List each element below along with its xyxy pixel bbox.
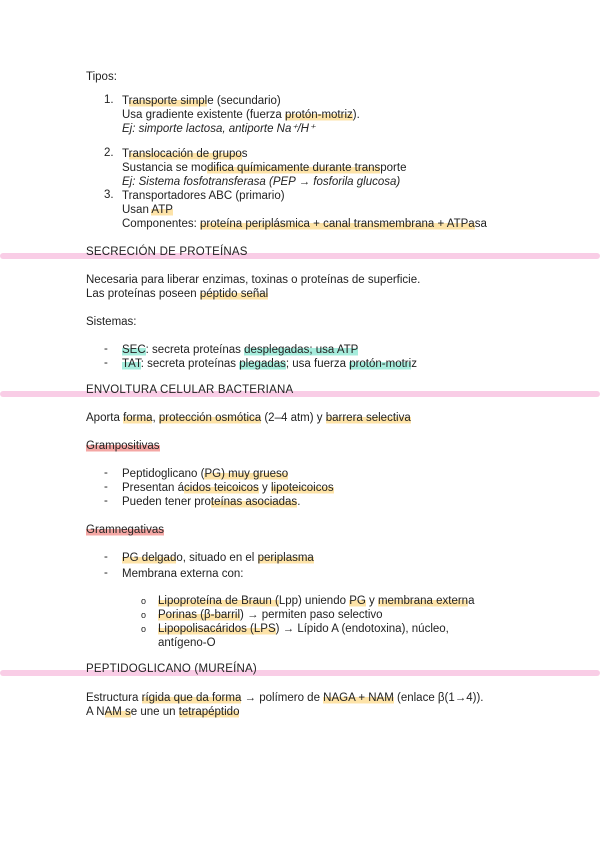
tipos-label: Tipos: — [86, 71, 117, 83]
list-item: Peptidoglicano (PG) muy grueso — [122, 468, 289, 480]
paragraph: A NAM se une un tetrapéptido — [86, 706, 240, 718]
section-heading: SECRECIÓN DE PROTEÍNAS — [86, 246, 248, 258]
circle-bullet-icon: o — [141, 624, 147, 634]
dash-bullet: - — [104, 467, 108, 479]
section-heading: PEPTIDOGLICANO (MUREÍNA) — [86, 663, 257, 675]
list-item-example: Ej: simporte lactosa, antiporte Na⁺/H⁺ — [122, 123, 316, 135]
sub-list-item: Porinas (β-barril) → permiten paso selectivo — [158, 609, 383, 621]
list-item-line: Sustancia se modifica químicamente durante transporte — [122, 162, 407, 174]
list-item-title: Transporte simple (secundario) — [122, 95, 281, 107]
subheading-grampositivas: Grampositivas — [86, 440, 160, 452]
paragraph: Estructura rígida que da forma → polímero de NAGA + NAM (enlace β(1→4)). — [86, 692, 484, 704]
dash-bullet: - — [104, 343, 108, 355]
circle-bullet-icon: o — [141, 610, 147, 620]
list-item-tat: TAT: secreta proteínas plegadas; usa fuerza protón-motriz — [122, 358, 417, 370]
list-item-components: Componentes: proteína periplásmica + canal transmembrana + ATPasa — [122, 218, 487, 230]
list-item-title: Transportadores ABC (primario) — [122, 190, 285, 202]
list-item-line: Usan ATP — [122, 204, 173, 216]
section-heading: ENVOLTURA CELULAR BACTERIANA — [86, 384, 294, 396]
subheading-gramnegativas: Gramnegativas — [86, 524, 164, 536]
list-item: Pueden tener proteínas asociadas. — [122, 496, 301, 508]
sub-list-item: Lipopolisacáridos (LPS) → Lípido A (endotoxina), núcleo, — [158, 623, 449, 635]
sub-list-item-continuation: antígeno-O — [158, 637, 216, 649]
dash-bullet: - — [104, 357, 108, 369]
list-item: Presentan ácidos teicoicos y lipoteicoicos — [122, 482, 334, 494]
list-item-example: Ej: Sistema fosfotransferasa (PEP → fosforila glucosa) — [122, 176, 401, 188]
sub-list-item: Lipoproteína de Braun (Lpp) uniendo PG y membrana externa — [158, 595, 475, 607]
paragraph: Las proteínas poseen péptido señal — [86, 288, 269, 300]
paragraph: Aporta forma, protección osmótica (2–4 atm) y barrera selectiva — [86, 412, 411, 424]
paragraph: Sistemas: — [86, 316, 137, 328]
list-number: 1. — [104, 94, 114, 106]
dash-bullet: - — [104, 551, 108, 563]
list-item-line: Usa gradiente existente (fuerza protón-motriz). — [122, 109, 360, 121]
dash-bullet: - — [104, 495, 108, 507]
list-item: Membrana externa con: — [122, 568, 244, 580]
list-number: 2. — [104, 147, 114, 159]
list-item: PG delgado, situado en el periplasma — [122, 552, 314, 564]
dash-bullet: - — [104, 567, 108, 579]
paragraph: Necesaria para liberar enzimas, toxinas o proteínas de superficie. — [86, 274, 421, 286]
list-item-sec: SEC: secreta proteínas desplegadas; usa ATP — [122, 344, 359, 356]
dash-bullet: - — [104, 481, 108, 493]
list-item-title: Translocación de grupos — [122, 148, 248, 160]
circle-bullet-icon: o — [141, 596, 147, 606]
list-number: 3. — [104, 189, 114, 201]
